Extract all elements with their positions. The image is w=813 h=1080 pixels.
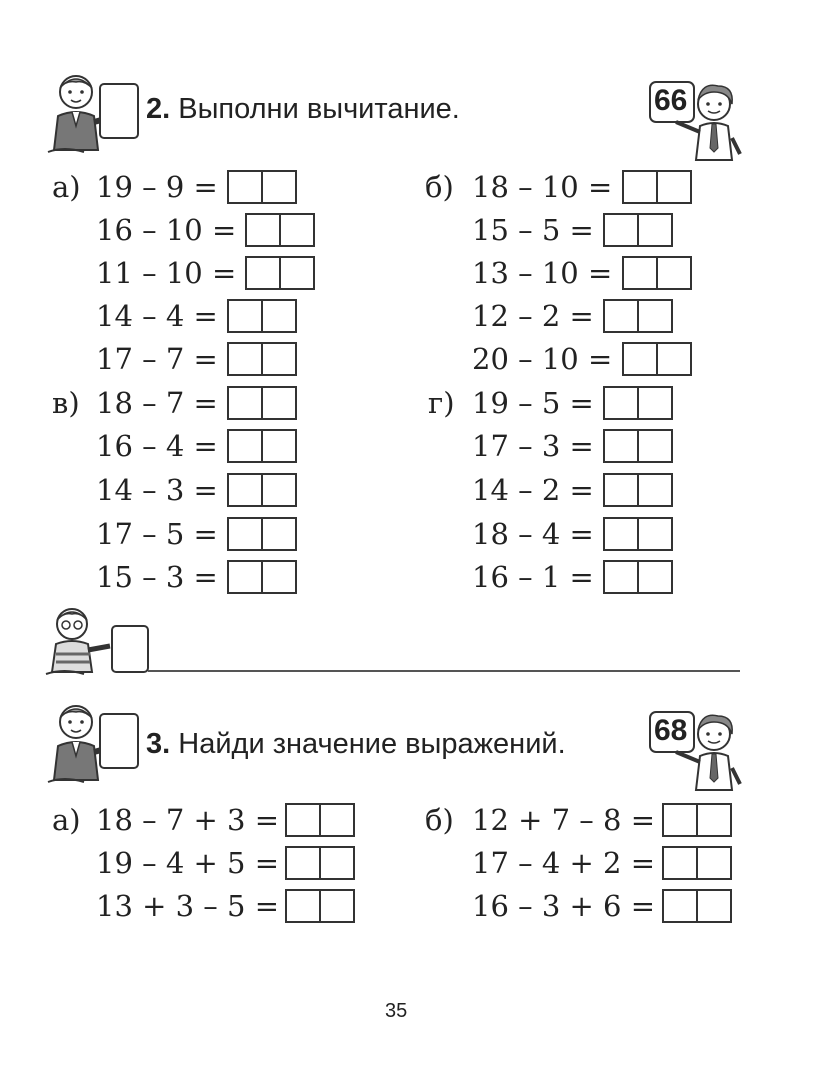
answer-box[interactable] <box>622 342 692 376</box>
answer-box[interactable] <box>603 473 673 507</box>
section-divider <box>148 670 740 672</box>
task2-title <box>146 93 460 126</box>
answer-box[interactable] <box>662 846 732 880</box>
answer-box[interactable] <box>603 429 673 463</box>
expression: 18 – 4 = <box>472 517 594 551</box>
answer-box[interactable] <box>285 889 355 923</box>
badge-66-number: 66 <box>654 84 688 117</box>
group-label-b: б) <box>425 170 454 204</box>
answer-box[interactable] <box>227 299 297 333</box>
answer-box[interactable] <box>603 213 673 247</box>
answer-box[interactable] <box>662 889 732 923</box>
page-number: 35 <box>385 1000 408 1022</box>
expression: 18 – 7 + 3 = <box>96 803 279 837</box>
answer-box[interactable] <box>227 560 297 594</box>
answer-box[interactable] <box>603 517 673 551</box>
expression: 14 – 3 = <box>96 473 218 507</box>
answer-box[interactable] <box>662 803 732 837</box>
expression: 16 – 10 = <box>96 213 237 247</box>
expression: 18 – 7 = <box>96 386 218 420</box>
expression: 17 – 7 = <box>96 342 218 376</box>
expression: 12 + 7 – 8 = <box>472 803 655 837</box>
group-label-g: г) <box>428 386 455 420</box>
expression: 13 + 3 – 5 = <box>96 889 279 923</box>
task3-title-text: Найди значение выражений. <box>178 728 566 760</box>
expression: 20 – 10 = <box>472 342 613 376</box>
badge-68-number: 68 <box>654 714 688 747</box>
answer-box[interactable] <box>285 803 355 837</box>
expression: 17 – 3 = <box>472 429 594 463</box>
boy-illustration-task3 <box>44 700 144 790</box>
task3-title <box>146 728 566 761</box>
expression: 11 – 10 = <box>96 256 237 290</box>
expression: 12 – 2 = <box>472 299 594 333</box>
expression: 13 – 10 = <box>472 256 613 290</box>
expression: 17 – 4 + 2 = <box>472 846 655 880</box>
answer-box[interactable] <box>603 560 673 594</box>
answer-box[interactable] <box>603 299 673 333</box>
expression: 14 – 2 = <box>472 473 594 507</box>
expression: 18 – 10 = <box>472 170 613 204</box>
expression: 14 – 4 = <box>96 299 218 333</box>
answer-box[interactable] <box>622 170 692 204</box>
expression: 16 – 3 + 6 = <box>472 889 655 923</box>
task3-number: 3. <box>146 728 171 760</box>
group-label-a: а) <box>52 803 81 837</box>
answer-box[interactable] <box>227 473 297 507</box>
answer-box[interactable] <box>603 386 673 420</box>
answer-box[interactable] <box>245 256 315 290</box>
boy-illustration-task2 <box>44 70 144 160</box>
group-label-b: б) <box>425 803 454 837</box>
task2-number: 2. <box>146 93 171 125</box>
answer-box[interactable] <box>227 429 297 463</box>
expression: 19 – 5 = <box>472 386 594 420</box>
answer-box[interactable] <box>622 256 692 290</box>
badge-66 <box>648 78 748 168</box>
expression: 16 – 4 = <box>96 429 218 463</box>
task2-title-text: Выполни вычитание. <box>178 93 460 125</box>
expression: 19 – 9 = <box>96 170 218 204</box>
glasses-boy-illustration <box>44 600 150 675</box>
answer-box[interactable] <box>227 342 297 376</box>
expression: 17 – 5 = <box>96 517 218 551</box>
answer-box[interactable] <box>245 213 315 247</box>
expression: 19 – 4 + 5 = <box>96 846 279 880</box>
group-label-v: в) <box>52 386 80 420</box>
expression: 15 – 3 = <box>96 560 218 594</box>
expression: 16 – 1 = <box>472 560 594 594</box>
answer-box[interactable] <box>285 846 355 880</box>
answer-box[interactable] <box>227 170 297 204</box>
badge-68 <box>648 708 748 798</box>
answer-box[interactable] <box>227 386 297 420</box>
group-label-a: а) <box>52 170 81 204</box>
answer-box[interactable] <box>227 517 297 551</box>
expression: 15 – 5 = <box>472 213 594 247</box>
